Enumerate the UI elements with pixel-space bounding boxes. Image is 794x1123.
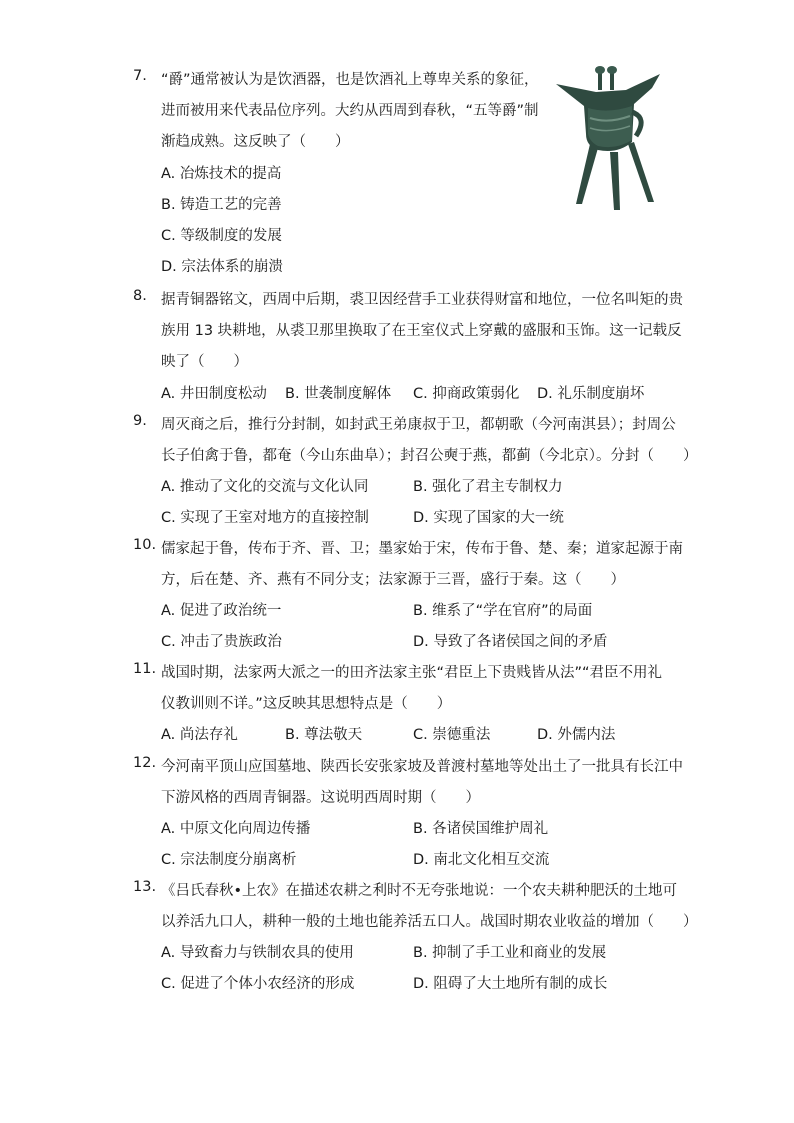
question-stem-line: “爵”通常被认为是饮酒器，也是饮酒礼上尊卑关系的象征， — [161, 72, 539, 88]
option-c[interactable]: C. 实现了王室对地方的直接控制 — [161, 510, 369, 526]
option-d[interactable]: D. 南北文化相互交流 — [413, 852, 550, 868]
option-c[interactable]: C. 宗法制度分崩离析 — [161, 852, 297, 868]
question-stem-line: 方，后在楚、齐、燕有不同分支；法家源于三晋，盛行于秦。这（ ） — [161, 572, 625, 588]
option-c[interactable]: C. 促进了个体小农经济的形成 — [161, 976, 355, 992]
option-d[interactable]: D. 阻碍了大土地所有制的成长 — [413, 976, 608, 992]
option-a[interactable]: A. 中原文化向周边传播 — [161, 821, 311, 837]
option-b[interactable]: B. 世袭制度解体 — [285, 386, 392, 402]
option-a[interactable]: A. 尚法存礼 — [161, 727, 238, 743]
question-stem-line: 长子伯禽于鲁，都奄（今山东曲阜）；封召公奭于燕，都蓟（今北京）。分封（ ） — [161, 448, 698, 464]
question-stem-line: 《吕氏春秋•上农》在描述农耕之利时不无夸张地说：一个农夫耕种肥沃的土地可 — [161, 883, 678, 899]
question-stem-line: 映了（ ） — [161, 354, 248, 370]
question-stem-line: 进而被用来代表品位序列。大约从西周到春秋，“五等爵”制 — [161, 103, 539, 119]
option-b[interactable]: B. 尊法敬天 — [285, 727, 363, 743]
question-number: 13. — [133, 879, 157, 895]
option-d[interactable]: D. 礼乐制度崩坏 — [537, 386, 645, 402]
question-stem-line: 据青铜器铭文，西周中后期，裘卫因经营手工业获得财富和地位，一位名叫矩的贵 — [161, 292, 683, 308]
bronze-jue-image — [548, 62, 668, 214]
question-stem-line: 周灭商之后，推行分封制，如封武王弟康叔于卫，都朝歌（今河南淇县）；封周公 — [161, 417, 676, 433]
option-d[interactable]: D. 实现了国家的大一统 — [413, 510, 564, 526]
question-stem-line: 儒家起于鲁，传布于齐、晋、卫；墨家始于宋，传布于鲁、楚、秦；道家起源于南 — [161, 541, 683, 557]
option-a[interactable]: A. 井田制度松动 — [161, 386, 267, 402]
question-stem-line: 以养活九口人，耕种一般的土地也能养活五口人。战国时期农业收益的增加（ ） — [161, 914, 698, 930]
option-a[interactable]: A. 导致畜力与铁制农具的使用 — [161, 945, 354, 961]
option-a[interactable]: A. 推动了文化的交流与文化认同 — [161, 479, 369, 495]
option-a[interactable]: A. 促进了政治统一 — [161, 603, 282, 619]
question-stem-line: 仪教训则不详。”这反映其思想特点是（ ） — [161, 696, 452, 712]
question-stem-line: 今河南平顶山应国墓地、陕西长安张家坡及普渡村墓地等处出土了一批具有长江中 — [161, 759, 683, 775]
option-c[interactable]: C. 崇德重法 — [413, 727, 491, 743]
question-number: 8. — [133, 288, 147, 304]
question-number: 12. — [133, 755, 157, 771]
question-stem-line: 渐趋成熟。这反映了（ ） — [161, 134, 350, 150]
question-stem-line: 族用 13 块耕地，从裘卫那里换取了在王室仪式上穿戴的盛服和玉饰。这一记载反 — [161, 323, 682, 339]
option-a[interactable]: A. 冶炼技术的提高 — [161, 166, 282, 182]
question-stem-line: 下游风格的西周青铜器。这说明西周时期（ ） — [161, 790, 480, 806]
option-c[interactable]: C. 抑商政策弱化 — [413, 386, 520, 402]
option-d[interactable]: D. 外儒内法 — [537, 727, 616, 743]
option-c[interactable]: C. 冲击了贵族政治 — [161, 634, 282, 650]
question-number: 7. — [133, 68, 147, 84]
option-b[interactable]: B. 铸造工艺的完善 — [161, 197, 282, 213]
option-d[interactable]: D. 导致了各诸侯国之间的矛盾 — [413, 634, 608, 650]
question-number: 9. — [133, 413, 147, 429]
option-d[interactable]: D. 宗法体系的崩溃 — [161, 259, 283, 275]
question-stem-line: 战国时期，法家两大派之一的田齐法家主张“君臣上下贵贱皆从法”“君臣不用礼 — [161, 665, 663, 681]
option-b[interactable]: B. 各诸侯国维护周礼 — [413, 821, 549, 837]
question-number: 10. — [133, 537, 157, 553]
option-b[interactable]: B. 抑制了手工业和商业的发展 — [413, 945, 607, 961]
question-number: 11. — [133, 661, 157, 677]
option-c[interactable]: C. 等级制度的发展 — [161, 228, 282, 244]
option-b[interactable]: B. 维系了“学在官府”的局面 — [413, 603, 593, 619]
option-b[interactable]: B. 强化了君主专制权力 — [413, 479, 563, 495]
